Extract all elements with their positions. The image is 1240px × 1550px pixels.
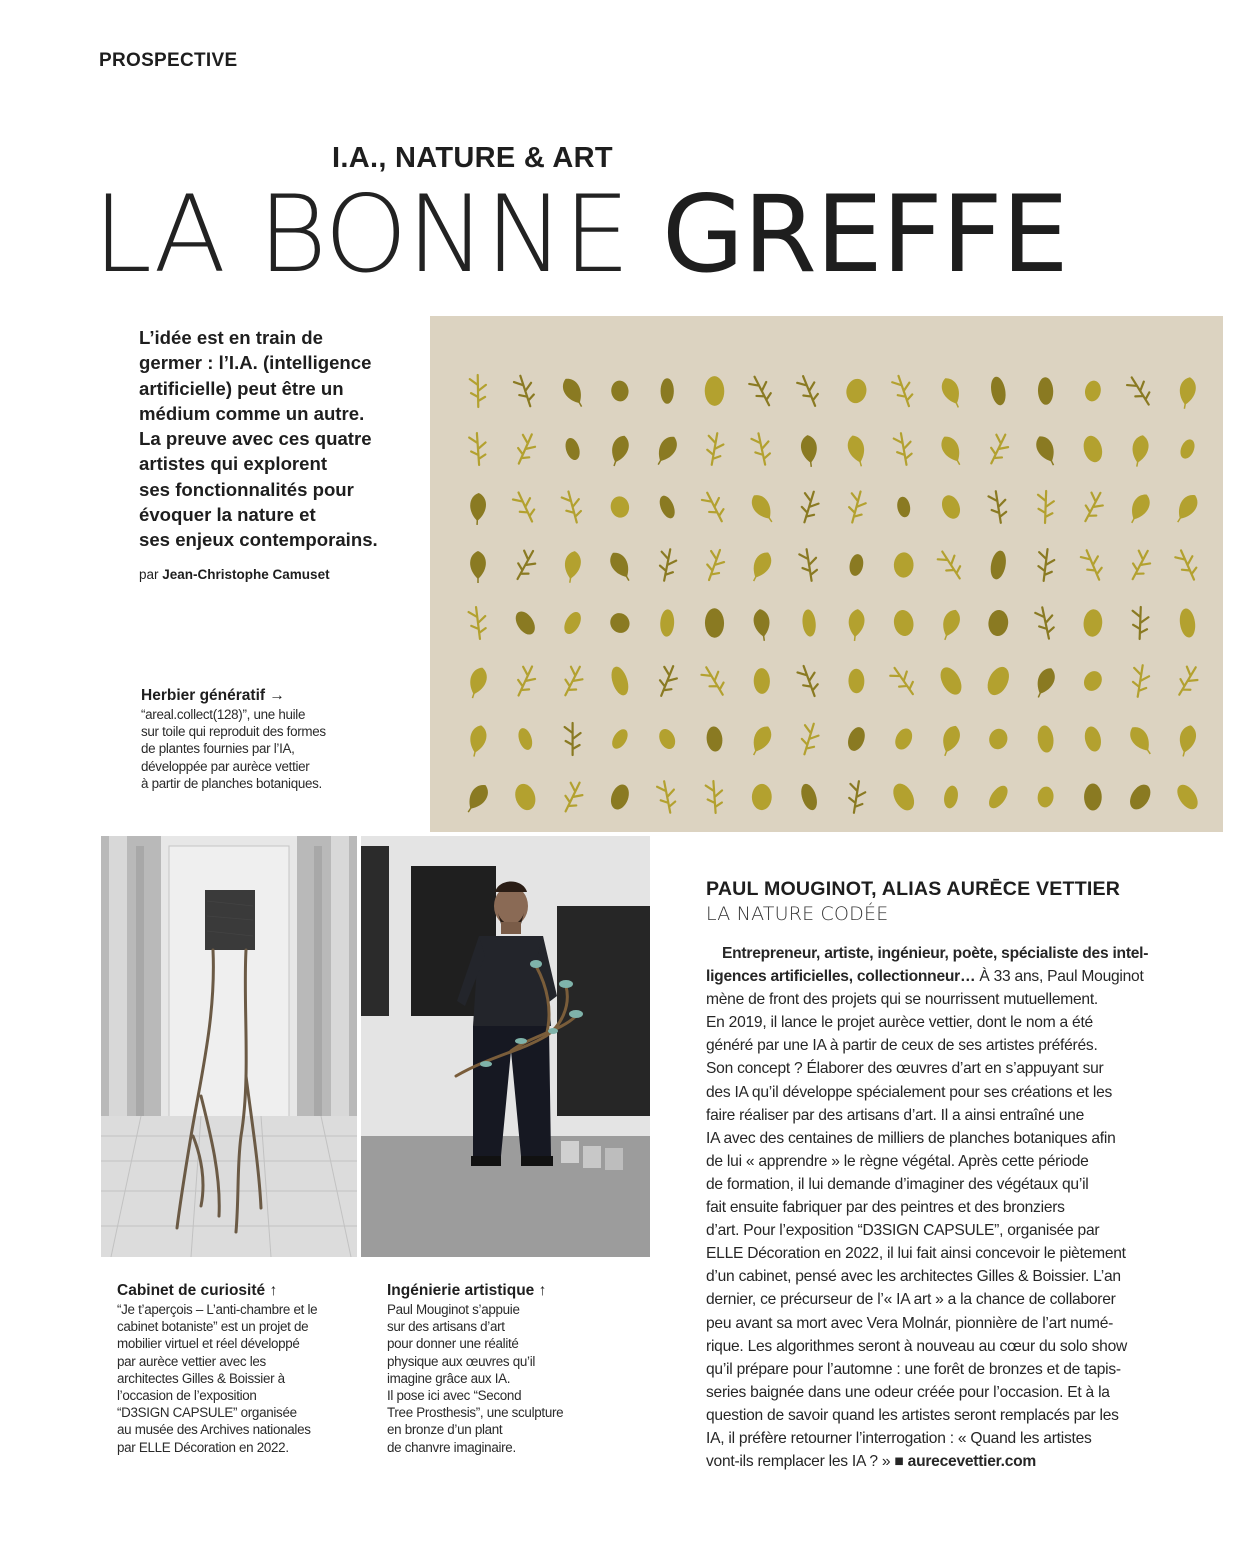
caption-line: “Je t’aperçois – L’anti-chambre et le — [117, 1302, 318, 1317]
intro-line: médium comme un autre. — [139, 402, 365, 424]
intro-line: La preuve avec ces quatre — [139, 428, 372, 450]
article-last-line: vont-ils remplacer les IA ? » — [706, 1453, 891, 1471]
caption-line: développée par aurèce vettier — [141, 758, 310, 774]
leaf-specimen — [465, 665, 490, 700]
leaf-specimen — [936, 547, 967, 583]
caption-body — [117, 1301, 317, 1456]
intro-line: ses fonctionnalités pour — [139, 478, 354, 500]
leaf-specimen — [610, 380, 629, 402]
leaf-specimen — [747, 549, 776, 585]
leaf-specimen — [468, 606, 488, 640]
leaf-specimen — [987, 609, 1009, 637]
leaf-specimen — [1177, 376, 1198, 410]
leaf-specimen — [938, 375, 965, 411]
article-heading: PAUL MOUGINOT, ALIAS AURĒCE VETTIER — [706, 878, 1121, 900]
leaf-specimen — [1178, 437, 1198, 461]
leaf-specimen — [558, 779, 586, 815]
leaf-specimen — [796, 663, 822, 699]
section-rubric: PROSPECTIVE — [99, 50, 238, 71]
caption-herbier — [141, 687, 326, 792]
article-lead-rest: À 33 ans, Paul Mouginot — [975, 968, 1144, 986]
intro-lede — [139, 325, 401, 553]
caption-title: Herbier génératif → — [141, 687, 285, 704]
leaf-specimen — [753, 668, 770, 694]
leaf-specimen — [1082, 609, 1103, 638]
byline-author: Jean-Christophe Camuset — [162, 567, 330, 582]
cabinet-photo — [101, 836, 357, 1257]
leaf-specimen — [896, 496, 912, 519]
leaf-specimen — [1037, 491, 1054, 524]
leaf-specimen — [699, 663, 729, 699]
leaf-specimen — [1036, 725, 1055, 754]
article-line: Son concept ? Élaborer des œuvres d’art en s’appuyant sur — [706, 1060, 1104, 1078]
intro-line: germer : l’I.A. (intelligence — [139, 352, 372, 374]
caption-line: architectes Gilles & Boissier à — [117, 1370, 285, 1386]
leaf-specimen — [892, 608, 916, 637]
leaf-specimen — [512, 608, 539, 638]
article-line: faire réaliser par des artisans d’art. Il a ainsi entraîné une — [706, 1106, 1085, 1124]
leaf-specimen — [606, 609, 633, 636]
leaf-specimen — [470, 375, 487, 407]
leaf-specimen — [799, 548, 820, 582]
leaf-specimen — [661, 378, 674, 404]
leaf-specimen — [1079, 547, 1106, 583]
caption-line: Il pose ici avec “Second — [387, 1388, 522, 1404]
leaf-specimen — [656, 726, 678, 751]
leaf-specimen — [700, 489, 729, 525]
leaf-specimen — [608, 782, 632, 812]
article-line: de lui « apprendre » le règne végétal. Après cette période — [706, 1152, 1089, 1170]
leaf-specimen — [988, 490, 1009, 524]
leaf-specimen — [512, 781, 539, 813]
caption-line: “areal.collect(128)”, une huile — [141, 707, 306, 722]
leaf-specimen — [983, 663, 1013, 698]
leaf-specimen — [563, 436, 582, 462]
caption-title: Ingénierie artistique ↑ — [387, 1282, 547, 1299]
leaf-specimen — [937, 607, 963, 642]
caption-line: cabinet botaniste” est un projet de — [117, 1319, 309, 1335]
leaf-specimen — [1126, 547, 1155, 583]
article-line — [706, 965, 1144, 988]
article-line: rique. Les algorithmes seront à nouveau au cœur du solo show — [706, 1337, 1128, 1355]
caption-line: Tree Prosthesis”, une sculpture — [387, 1405, 564, 1421]
headline-title-part1: LA BONNE — [93, 173, 630, 296]
leaf-specimen — [1036, 548, 1056, 582]
leaf-specimen — [845, 433, 869, 468]
leaf-specimen — [893, 552, 914, 578]
caption-title: Cabinet de curiosité ↑ — [117, 1282, 278, 1299]
leaf-specimen — [561, 489, 585, 524]
leaf-specimen — [705, 608, 725, 638]
leaf-specimen — [469, 493, 486, 526]
leaf-specimen — [1173, 781, 1202, 813]
leaf-specimen — [654, 663, 681, 699]
leaf-specimen — [469, 432, 487, 465]
leaf-specimen — [847, 608, 866, 641]
article-line: généré par une IA à partir de ceux de ses artistes préférés. — [706, 1037, 1098, 1055]
leaf-specimen — [848, 669, 864, 694]
article-line: mène de front des projets qui se nourrissent mutuellement. — [706, 991, 1099, 1009]
intro-line: évoquer la nature et — [139, 504, 316, 526]
leaf-specimen — [798, 782, 820, 812]
leaf-specimen — [989, 376, 1008, 407]
leaf-specimen — [1132, 607, 1149, 640]
intro-line: artificielle) peut être un — [139, 377, 344, 399]
leaf-specimen — [559, 375, 589, 411]
article-line: En 2019, il lance le projet aurèce vettier, dont le nom a été — [706, 1014, 1093, 1032]
leaf-specimen — [1174, 547, 1202, 583]
leaf-specimen — [513, 373, 538, 408]
leaf-specimen — [1130, 664, 1151, 698]
leaf-specimen — [987, 727, 1010, 752]
caption-line: au musée des Archives nationales — [117, 1422, 311, 1438]
leaf-specimen — [1038, 377, 1054, 405]
leaf-specimen — [558, 663, 587, 699]
caption-line: physique aux œuvres qu’il — [387, 1353, 536, 1369]
article-line: IA, il préfère retourner l’interrogation : « Quand les artistes — [706, 1429, 1092, 1447]
leaf-specimen — [705, 780, 723, 813]
leaf-specimen — [845, 725, 868, 753]
artist-portrait-photo — [361, 836, 650, 1257]
caption-line: en bronze d’un plant — [387, 1422, 503, 1438]
leaf-specimen — [1034, 606, 1056, 641]
leaf-specimen — [511, 431, 539, 467]
leaf-specimen — [606, 549, 636, 585]
leaf-specimen — [607, 433, 632, 468]
leaf-specimen — [704, 432, 725, 466]
leaf-specimen — [1031, 665, 1058, 701]
leaf-specimen — [747, 491, 778, 526]
article-lead-bold: Entrepreneur, artiste, ingénieur, poète, spécialiste des intel- — [722, 945, 1149, 962]
leaf-specimen — [511, 547, 541, 583]
leaf-specimen — [704, 376, 724, 406]
leaf-specimen — [797, 489, 822, 524]
leaf-specimen — [942, 784, 960, 809]
leaf-specimen — [1036, 786, 1055, 809]
leaf-specimen — [985, 783, 1011, 812]
leaf-specimen — [747, 373, 776, 409]
article-body — [706, 942, 1149, 1473]
end-mark-icon: ■ — [894, 1453, 904, 1471]
caption-line: imagine grâce aux IA. — [387, 1370, 511, 1386]
leaf-specimen — [800, 434, 820, 468]
cabinet-photo-graphic — [101, 836, 357, 1257]
leaf-specimen — [656, 548, 678, 582]
caption-line: l’occasion de l’exposition — [117, 1388, 257, 1404]
leaf-specimen — [892, 726, 916, 753]
artist-portrait-graphic — [361, 836, 650, 1257]
caption-line: par aurèce vettier avec les — [117, 1353, 266, 1369]
leaf-specimen — [651, 433, 681, 469]
leaf-specimen — [1129, 434, 1151, 468]
leaf-specimen — [939, 493, 964, 522]
caption-line: de chanvre imaginaire. — [387, 1439, 516, 1455]
leaf-specimen — [1172, 663, 1202, 699]
leaf-specimen — [561, 609, 584, 637]
leaf-specimen — [511, 489, 539, 525]
byline-prefix: par — [139, 567, 159, 582]
intro-line: ses enjeux contemporains. — [139, 529, 378, 551]
leaf-specimen — [848, 553, 865, 577]
leaf-specimen — [1126, 781, 1155, 813]
leaf-specimen — [752, 784, 772, 811]
intro-line: artistes qui explorent — [139, 453, 328, 475]
leaf-specimen — [845, 489, 869, 524]
caption-body — [387, 1301, 563, 1456]
leaf-specimen — [1081, 434, 1105, 465]
leaf-specimen — [1176, 724, 1199, 759]
article-line: qu’il prépare pour l’automne : une forêt de bronzes et de tapis- — [706, 1360, 1121, 1378]
article-line: dernier, ce précurseur de l’« IA art » a la chance de collaborer — [706, 1291, 1116, 1309]
leaf-specimen — [565, 723, 581, 755]
caption-line: mobilier virtuel et réel développé — [117, 1336, 300, 1352]
leaf-specimen — [747, 723, 776, 759]
leaf-specimen — [893, 432, 914, 466]
leaf-specimen — [889, 780, 918, 814]
leaf-specimen — [1125, 491, 1154, 527]
article-line: peu avant sa mort avec Vera Molnár, pionnière de l’art numé- — [706, 1314, 1114, 1332]
herbarium-leaf-grid — [430, 316, 1223, 832]
leaf-specimen — [702, 547, 728, 583]
article-line: d’art. Pour l’exposition “D3SIGN CAPSULE”, organisée par — [706, 1222, 1100, 1240]
caption-body — [141, 706, 326, 792]
leaf-specimen — [1083, 379, 1102, 402]
leaf-specimen — [1080, 668, 1105, 694]
caption-line: Paul Mouginot s’appuie — [387, 1302, 520, 1317]
leaf-specimen — [936, 664, 966, 698]
article-line: series baignée dans une odeur créée pour l’occasion. Et à la — [706, 1383, 1110, 1401]
leaf-specimen — [752, 608, 772, 642]
intro-line: L’idée est en train de — [139, 327, 323, 348]
leaf-specimen — [844, 377, 869, 405]
leaf-specimen — [657, 493, 678, 520]
leaf-specimen — [466, 724, 489, 759]
byline — [139, 567, 330, 582]
leaf-specimen — [511, 663, 539, 699]
caption-line: par ELLE Décoration en 2022. — [117, 1439, 289, 1455]
caption-line: sur des artisans d’art — [387, 1319, 505, 1335]
leaf-specimen — [937, 433, 966, 469]
article-line: ELLE Décoration en 2022, il lui fait ainsi concevoir le piètement — [706, 1245, 1126, 1263]
leaf-specimen — [1032, 433, 1060, 469]
caption-cabinet — [117, 1282, 317, 1456]
leaf-specimen — [562, 550, 583, 584]
leaf-specimen — [1082, 725, 1103, 753]
headline-title — [93, 173, 1068, 296]
leaf-specimen — [796, 373, 823, 409]
leaf-specimen — [462, 781, 493, 816]
article-line: IA avec des centaines de milliers de planches botaniques afin — [706, 1129, 1116, 1147]
herbarium-painting-image — [430, 316, 1223, 832]
leaf-specimen — [470, 551, 486, 583]
leaf-specimen — [516, 726, 535, 751]
article-line — [706, 1450, 1126, 1473]
leaf-specimen — [891, 373, 917, 408]
leaf-specimen — [1171, 491, 1202, 526]
headline-title-part2: GREFFE — [661, 173, 1068, 296]
leaf-specimen — [1126, 723, 1157, 758]
caption-line: à partir de planches botaniques. — [141, 775, 322, 791]
leaf-specimen — [660, 609, 675, 637]
leaf-specimen — [988, 549, 1008, 580]
caption-line: sur toile qui reproduit des formes — [141, 724, 326, 740]
article-line: d’un cabinet, pensé avec les architectes Gilles & Boissier. L’an — [706, 1268, 1121, 1286]
leaf-specimen — [846, 780, 867, 814]
leaf-specimen — [705, 726, 723, 753]
article-subheading: LA NATURE CODÉE — [706, 903, 889, 925]
leaf-specimen — [609, 727, 631, 752]
caption-ingenierie — [387, 1282, 563, 1456]
leaf-specimen — [1125, 373, 1156, 409]
leaf-specimen — [608, 665, 631, 698]
leaf-specimen — [984, 431, 1012, 467]
leaf-specimen — [797, 721, 822, 756]
article-lead-bold: ligences artificielles, collectionneur… — [706, 968, 976, 986]
leaf-specimen — [1084, 784, 1102, 811]
leaf-specimen — [1078, 489, 1107, 525]
article-line: de formation, il lui demande d’imaginer des végétaux qu’il — [706, 1175, 1089, 1193]
website-link[interactable]: aurecevettier.com — [907, 1453, 1037, 1471]
leaf-specimen — [937, 723, 963, 758]
caption-line: de plantes fournies par l’IA, — [141, 741, 295, 757]
leaf-specimen — [801, 609, 817, 637]
article-line: question de savoir quand les artistes seront remplacés par les — [706, 1406, 1119, 1424]
leaf-specimen — [1178, 607, 1197, 638]
caption-line: “D3SIGN CAPSULE” organisée — [117, 1405, 297, 1421]
leaf-specimen — [751, 432, 773, 467]
caption-line: pour donner une réalité — [387, 1336, 519, 1352]
leaf-specimen — [888, 663, 919, 698]
article-line: des IA qu’il développe spécialement pour ses créations et les — [706, 1083, 1113, 1101]
headline-kicker: I.A., NATURE & ART — [332, 142, 613, 174]
leaf-specimen — [609, 495, 631, 519]
article-line: fait ensuite fabriquer par des peintres et des bronziers — [706, 1199, 1065, 1217]
leaf-specimen — [656, 780, 678, 814]
